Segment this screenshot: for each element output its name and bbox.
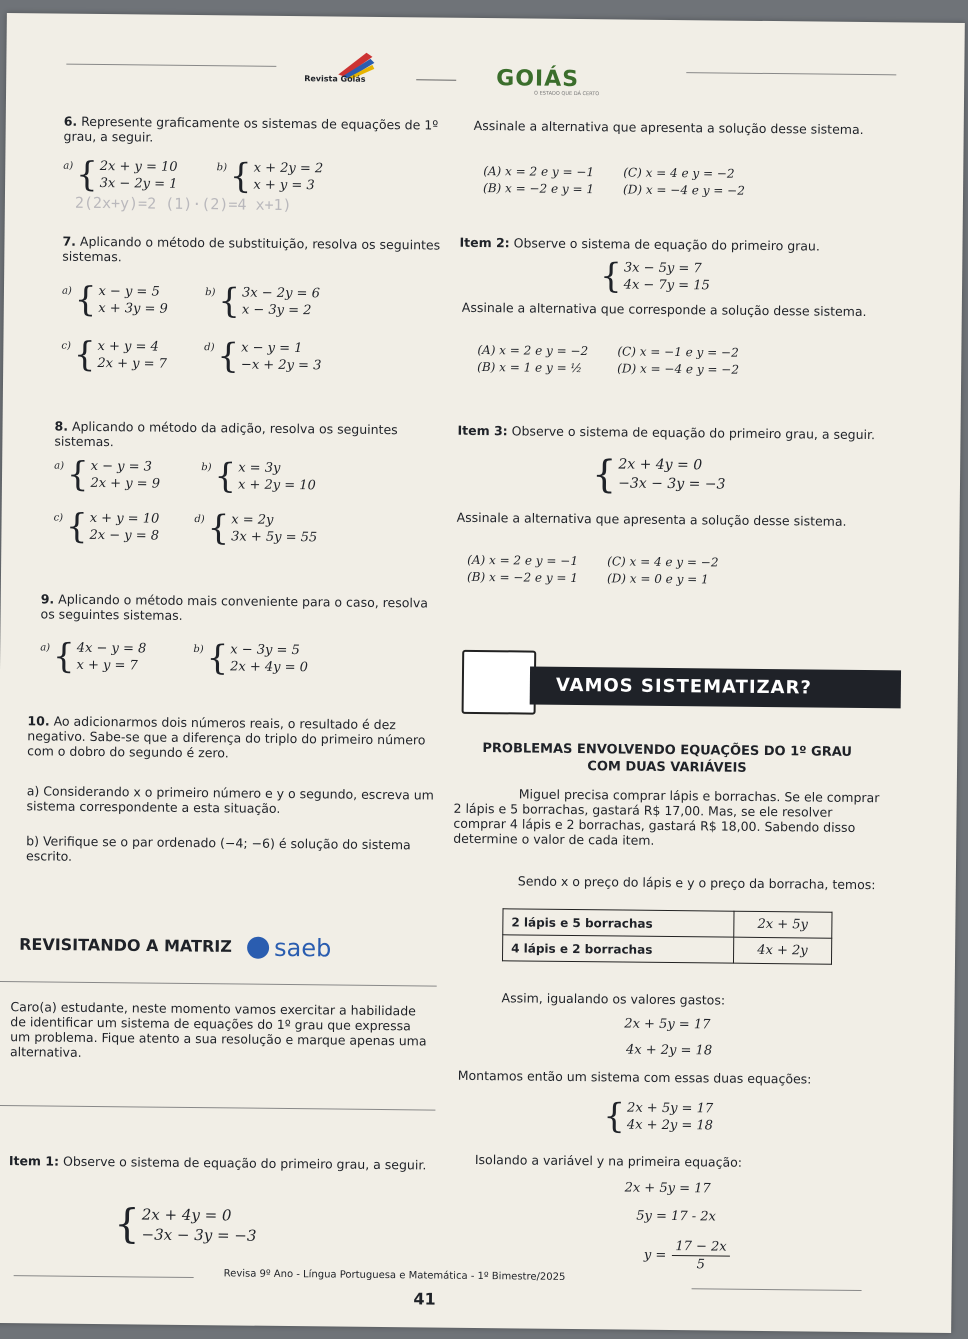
q10-number: 10. (27, 713, 50, 729)
item3-options (467, 552, 747, 589)
isolate-3-lhs: y = (643, 1247, 667, 1263)
table-cell: 4x + 2y (733, 937, 832, 964)
item2-eq2: 4x − 7y = 15 (623, 277, 710, 294)
topright-option-d[interactable]: (D) x = −4 e y = −2 (622, 182, 745, 198)
q9-text: Aplicando o método mais conveniente para o caso, resolva os seguintes sistemas. (40, 591, 429, 623)
sistematizar-title-1: PROBLEMAS ENVOLVENDO EQUAÇÕES DO 1º GRAU (482, 741, 853, 760)
q8c-label: c) (53, 512, 64, 524)
q9-systems: a) { 4x − y = 8 x + y = 7 b) { x − 3y = 5 2x + 4y = 0 (40, 636, 309, 679)
q7b-label: b) (205, 287, 216, 299)
q8-number: 8. (54, 418, 69, 434)
q6a-label: a) (63, 160, 74, 172)
q8-systems-cd: c) { x + y = 10 2x − y = 8 d) { x = 2y 3x + 5y = 55 (53, 506, 318, 549)
topright-prompt: Assinale a alternativa que apresenta a solução desse sistema. (473, 117, 864, 137)
q6-systems: a) { 2x + y = 10 3x − 2y = 1 b) { x + 2y = 2 x + y = 3 (63, 154, 324, 197)
item1-title: Item 1: (8, 1153, 60, 1169)
handwriting-scribble: 2(2x+y)=2 (1)·(2)=4 x+1) (74, 193, 292, 215)
q8b-eq2: x + 2y = 10 (237, 477, 316, 494)
item2-option-d[interactable]: (D) x = −4 e y = −2 (617, 361, 740, 377)
final-system-eq2: 4x + 2y = 18 (626, 1117, 714, 1134)
goias-logo-sub: O ESTADO QUE DÁ CERTO (534, 90, 600, 98)
fraction (672, 1238, 730, 1274)
revisitando-rule-bottom (0, 1105, 435, 1111)
sistematizar-p5: Isolando a variável y na primeira equação: (474, 1151, 743, 1170)
item3-option-a[interactable]: (A) x = 2 e y = −1 (467, 552, 579, 569)
q9b-eq1: x − 3y = 5 (230, 642, 300, 659)
q7c-label: c) (61, 340, 71, 352)
revisitando-rule-top (0, 981, 437, 987)
q9a-label: a) (40, 642, 51, 654)
question-10 (27, 713, 437, 762)
page-number: 41 (413, 1289, 436, 1309)
board-icon (462, 650, 537, 715)
sistematizar-title-2: COM DUAS VARIÁVEIS (587, 759, 747, 776)
final-system: { 2x + 5y = 17 4x + 2y = 18 (603, 1096, 714, 1137)
item2-prompt: Assinale a alternativa que corresponde a solução desse sistema. (461, 299, 867, 320)
q7b-eq1: 3x − 2y = 6 (241, 285, 320, 302)
item-3 (457, 423, 887, 443)
q7d-eq2: −x + 2y = 3 (240, 357, 322, 374)
final-system-eq1: 2x + 5y = 17 (627, 1100, 714, 1117)
q8c-eq1: x + y = 10 (89, 510, 160, 527)
q7c-eq1: x + y = 4 (97, 338, 159, 355)
q9a-eq1: 4x − y = 8 (76, 640, 147, 657)
sistematizar-p1: Miguel precisa comprar lápis e borrachas. Se ele comprar 2 lápis e 5 borrachas, gastará R$ 17,00. Mas, se ele resolver comprar 4 lápis e 2 borrachas, gastará R$ 18,00. Sabendo disso determine o valor de cada item. (453, 786, 880, 848)
table-row (502, 935, 831, 964)
table-cell: 2x + 5y (734, 911, 833, 938)
fraction-denominator: 5 (696, 1257, 706, 1273)
q8b-eq1: x = 3y (238, 460, 281, 476)
isolate-3 (644, 1238, 730, 1274)
item2-option-c[interactable]: (C) x = −1 e y = −2 (617, 344, 739, 360)
q8d-eq2: 3x + 5y = 55 (231, 529, 318, 546)
question-7 (62, 234, 462, 268)
sistematizar-p2: Sendo x o preço do lápis e y o preço da borracha, temos: (517, 873, 876, 893)
sistematizar-p4: Montamos então um sistema com essas duas equações: (457, 1067, 812, 1087)
item3-option-c[interactable]: (C) x = 4 e y = −2 (607, 554, 719, 570)
q7d-label: d) (204, 342, 215, 354)
q7a-label: a) (61, 285, 72, 297)
item3-option-b[interactable]: (B) x = −2 e y = 1 (466, 569, 579, 586)
q8c-eq2: 2x − y = 8 (89, 527, 160, 544)
item3-title: Item 3: (457, 422, 508, 439)
equal-e1: 2x + 5y = 17 (624, 1016, 711, 1033)
q10-part-a: a) Considerando x o primeiro número e y o segundo, escreva um sistema correspondente a esta situação. (26, 783, 434, 816)
item1-system: { 2x + 4y = 0 −3x − 3y = −3 (113, 1201, 257, 1248)
item1-eq1: 2x + 4y = 0 (141, 1205, 232, 1225)
saeb-logo-icon (247, 937, 269, 959)
q7a-eq2: x + 3y = 9 (98, 300, 168, 317)
q7a-eq1: x − y = 5 (98, 283, 160, 300)
sistematizar-banner: VAMOS SISTEMATIZAR? (530, 667, 901, 709)
question-8 (54, 419, 454, 453)
q6a-eq1: 2x + y = 10 (99, 159, 178, 175)
question-9 (41, 591, 441, 625)
q7-text: Aplicando o método de substituição, resolva os seguintes sistemas. (62, 233, 441, 265)
q6-number: 6. (63, 113, 78, 129)
q6a-eq2: 3x − 2y = 1 (99, 176, 178, 192)
item3-option-d[interactable]: (D) x = 0 e y = 1 (606, 571, 709, 587)
item-1 (9, 1153, 429, 1172)
item2-options (477, 342, 757, 379)
q8a-eq2: 2x + y = 9 (90, 475, 161, 492)
item1-eq2: −3x − 3y = −3 (141, 1225, 257, 1245)
q8b-label: b) (201, 462, 212, 474)
footer-text: Revisa 9º Ano - Língua Portuguesa e Matemática - 1º Bimestre/2025 (223, 1268, 566, 1283)
revista-logo-text: Revista Goiás (304, 74, 366, 84)
q6-text: Represente graficamente os sistemas de equações de 1º grau, a seguir. (63, 113, 439, 145)
sistematizar-p3: Assim, igualando os valores gastos: (501, 990, 726, 1008)
fraction-numerator: 17 − 2x (672, 1238, 729, 1257)
q6b-eq2: x + y = 3 (253, 177, 315, 194)
q8a-eq1: x − y = 3 (90, 458, 152, 475)
q7b-eq2: x − 3y = 2 (241, 302, 312, 319)
q10-text: Ao adicionarmos dois números reais, o resultado é dez negativo. Sabe-se que a diferença do triplo do primeiro número com o dobro do segundo é zero. (27, 713, 426, 761)
question-6 (64, 114, 464, 148)
goias-logo: GOIÁS (496, 66, 580, 93)
item2-option-a[interactable]: (A) x = 2 e y = −2 (477, 342, 589, 359)
q9b-label: b) (193, 644, 204, 656)
item3-eq1: 2x + 4y = 0 (618, 456, 703, 474)
isolate-1: 2x + 5y = 17 (624, 1180, 711, 1197)
isolate-2: 5y = 17 - 2x (636, 1208, 716, 1225)
item2-option-b[interactable]: (B) x = 1 e y = ½ (477, 359, 583, 376)
item1-text: Observe o sistema de equação do primeiro grau, a seguir. (62, 1153, 427, 1173)
footer-rule-right (692, 1288, 862, 1291)
item-2 (459, 235, 889, 255)
revisitando-text: Caro(a) estudante, neste momento vamos exercitar a habilidade de identificar um sistema de equações do 1º grau que expressa um problema. Fique atento a sua resolução e marque apenas uma alternativa. (9, 999, 427, 1060)
saeb-logo-text: saeb (273, 933, 332, 963)
q8-systems-ab: a) { x − y = 3 2x + y = 9 b) { x = 3y x + 2y = 10 (54, 454, 316, 497)
q10-part-b: b) Verifique se o par ordenado (−4; −6) é solução do sistema escrito. (25, 833, 411, 864)
q6b-label: b) (216, 162, 228, 174)
worksheet-page (0, 13, 965, 1333)
topright-options (483, 163, 763, 200)
q8a-label: a) (54, 460, 65, 472)
q7c-eq2: 2x + y = 7 (97, 355, 167, 372)
revisitando-header (19, 931, 429, 963)
item3-text: Observe o sistema de equação do primeiro grau, a seguir. (511, 423, 876, 443)
q9b-eq2: 2x + 4y = 0 (230, 659, 309, 676)
header-rule-right (686, 72, 896, 75)
table-cell: 2 lápis e 5 borrachas (503, 909, 734, 937)
q8-text: Aplicando o método da adição, resolva os seguintes sistemas. (54, 418, 398, 450)
q8d-eq1: x = 2y (231, 512, 274, 528)
footer-rule-left (14, 1275, 194, 1278)
q9a-eq2: x + y = 7 (76, 657, 138, 674)
item2-text: Observe o sistema de equação do primeiro grau. (513, 235, 820, 254)
sistematizar-title (447, 740, 887, 779)
topright-option-b[interactable]: (B) x = −2 e y = 1 (483, 181, 595, 197)
header-rule-left (66, 64, 276, 67)
item3-system: { 2x + 4y = 0 −3x − 3y = −3 (591, 452, 726, 497)
q7-number: 7. (62, 233, 77, 249)
item3-prompt: Assinale a alternativa que apresenta a solução desse sistema. (456, 509, 847, 529)
q7-systems-ab: a) { x − y = 5 x + 3y = 9 b) { 3x − 2y = 6 x − 3y = 2 (61, 279, 320, 322)
q8d-label: d) (194, 514, 205, 526)
topright-option-a[interactable]: (A) x = 2 e y = −1 (483, 164, 595, 180)
revisitando-title: REVISITANDO A MATRIZ (19, 934, 232, 956)
equal-e2: 4x + 2y = 18 (625, 1042, 713, 1059)
item2-eq1: 3x − 5y = 7 (623, 260, 702, 277)
table-row (503, 909, 832, 938)
topright-option-c[interactable]: (C) x = 4 e y = −2 (623, 165, 735, 181)
table-cell: 4 lápis e 2 borrachas (502, 935, 733, 963)
logo-divider (416, 79, 456, 80)
q7-systems-cd: c) { x + y = 4 2x + y = 7 d) { x − y = 1 −x + 2y = 3 (61, 334, 322, 377)
items-table (502, 908, 833, 964)
item2-system: { 3x − 5y = 7 4x − 7y = 15 (599, 256, 710, 297)
item3-eq2: −3x − 3y = −3 (618, 475, 726, 493)
item2-title: Item 2: (459, 234, 510, 251)
q7d-eq1: x − y = 1 (241, 340, 303, 357)
q6b-eq1: x + 2y = 2 (253, 160, 324, 177)
q9-number: 9. (40, 591, 55, 607)
